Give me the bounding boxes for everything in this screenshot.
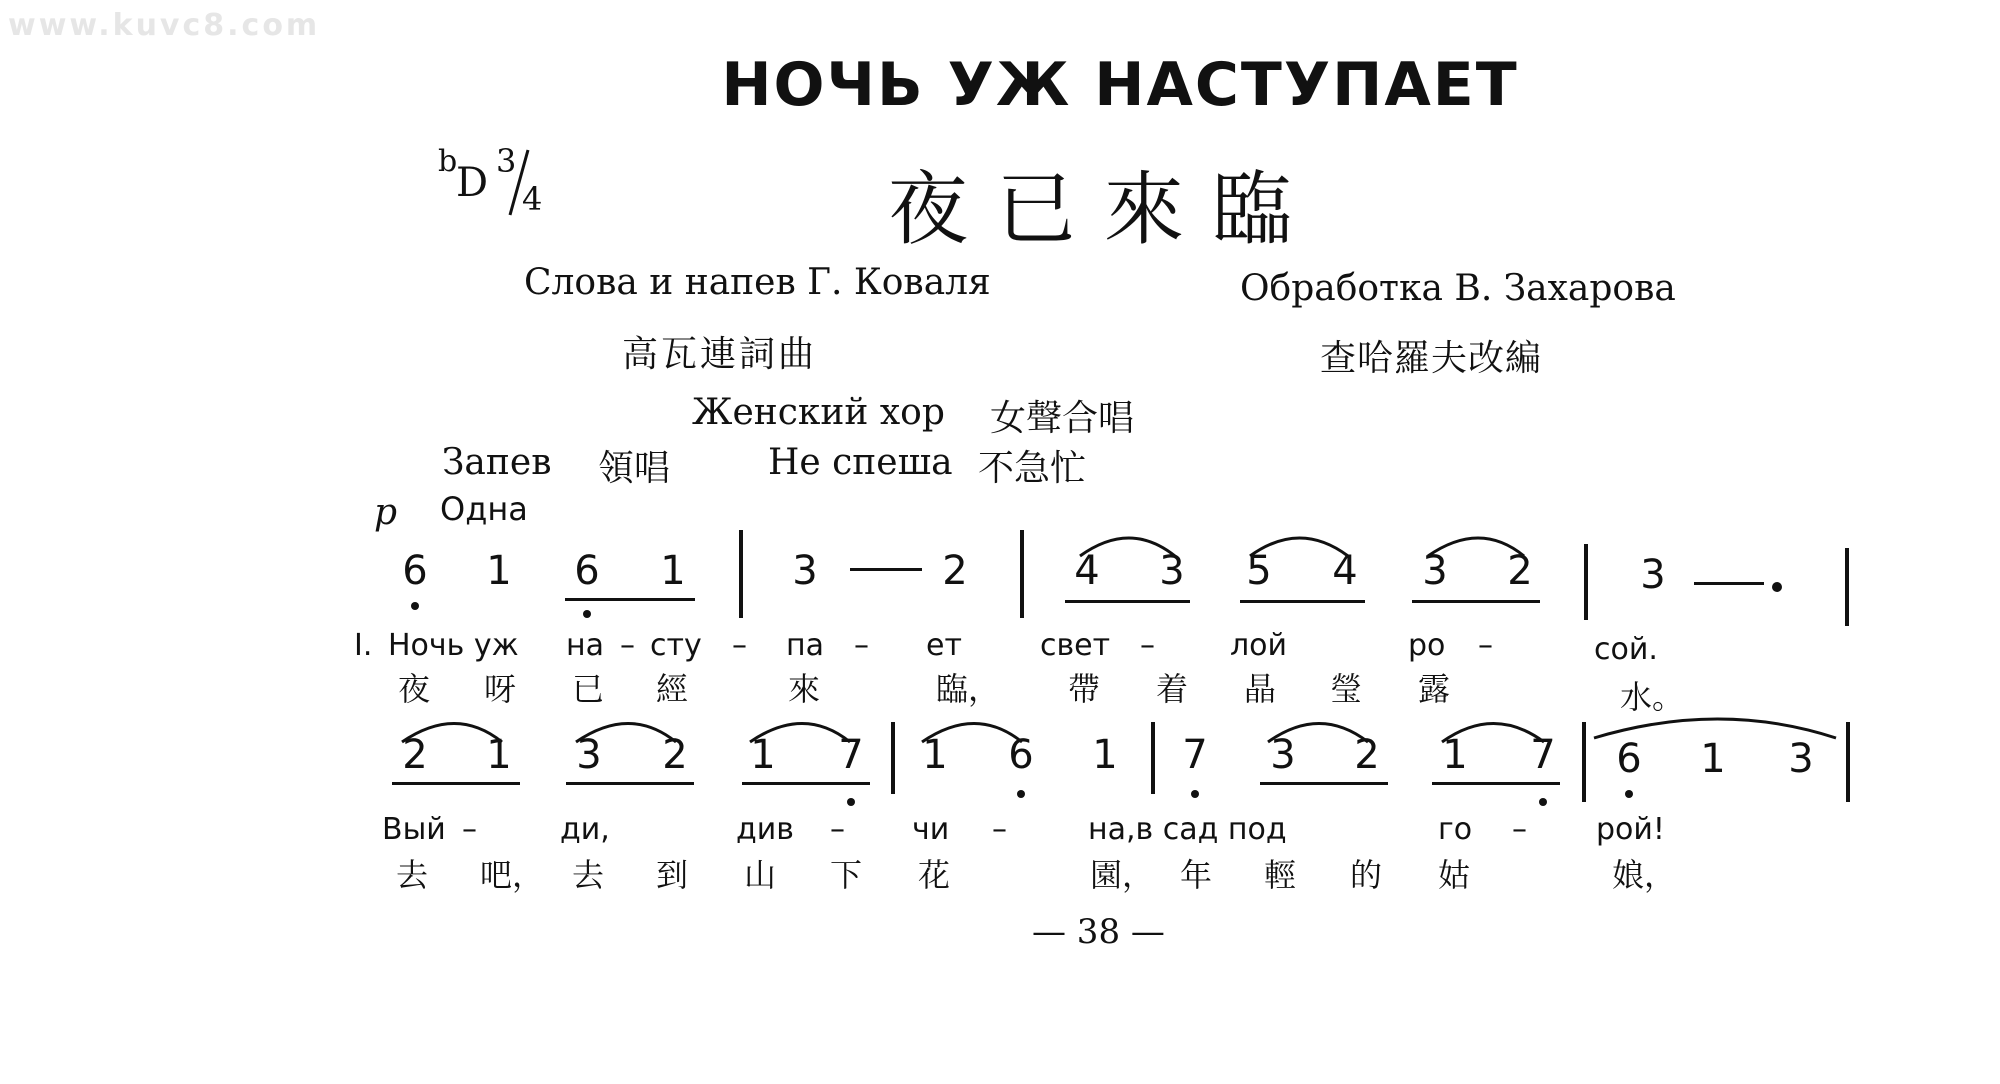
note: 6 [1008, 732, 1034, 778]
lyric-cn: 露 [1418, 670, 1451, 708]
note: 1 [1700, 736, 1726, 782]
lyric-syllable: ро [1408, 628, 1446, 663]
lyrics-credit-ru: Слова и напев Г. Коваля [524, 262, 991, 303]
lyric-syllable: сой. [1594, 632, 1658, 667]
note: 3 [1788, 736, 1814, 782]
lyric-cn: 帶 [1068, 670, 1101, 708]
lyric-cn: 的 [1350, 856, 1383, 894]
slur [576, 724, 676, 743]
lyric-cn: 去 [396, 856, 429, 894]
tempo-marking-ru: Не спеша [768, 442, 953, 483]
dynamic-mark: p [374, 492, 398, 533]
lyric-cn: 園， [1090, 856, 1155, 894]
lyric-cn: 姑 [1438, 856, 1471, 894]
lyric-cn: 下 [830, 856, 863, 894]
note: 3 [1640, 552, 1666, 598]
time-denominator: 4 [522, 180, 543, 218]
ensemble-ru: Женский хор [692, 392, 945, 433]
lyric-syllable: див [736, 812, 794, 847]
lyric-syllable: лой [1230, 628, 1288, 663]
time-numerator: 3 [496, 142, 517, 180]
title-russian: НОЧЬ УЖ НАСТУПАЕТ [721, 50, 1519, 120]
note: 3 [792, 548, 818, 594]
lyric-syllable: на,в сад под [1088, 812, 1287, 847]
lyric-syllable: ди, [560, 812, 610, 847]
watermark: www.kuvc8.com [8, 8, 321, 43]
zapev-cn: 領唱 [598, 448, 671, 489]
note: 6 [574, 548, 600, 594]
note: 1 [922, 732, 948, 778]
lyric-syllable: чи [912, 812, 950, 847]
lyric-cn: 來 [788, 670, 821, 708]
tempo-marking-cn: 不急忙 [978, 448, 1087, 489]
lyric-cn: 輕 [1264, 856, 1297, 894]
lyric-cn: 經 [656, 670, 689, 708]
lyric-hyphen: – [620, 628, 635, 663]
zapev-ru: Запев [442, 442, 552, 483]
note: 3 [1422, 548, 1448, 594]
lyric-syllable: рой! [1596, 812, 1665, 847]
slur [922, 724, 1022, 743]
note: 7 [1530, 732, 1556, 778]
lyric-cn: 水。 [1620, 678, 1685, 716]
slur [750, 724, 850, 743]
lyric-cn: 去 [572, 856, 605, 894]
slur [1428, 538, 1524, 556]
lyric-cn: 着 [1156, 670, 1189, 708]
lyric-cn: 呀 [484, 670, 517, 708]
note: 2 [662, 732, 688, 778]
lyric-cn: 年 [1180, 856, 1213, 894]
lyric-syllable: па [786, 628, 824, 663]
lyric-cn: 瑩 [1330, 670, 1363, 708]
lyric-hyphen: – [830, 812, 845, 847]
lyric-syllable: на [566, 628, 604, 663]
slur [1080, 538, 1175, 556]
lyric-syllable: го [1438, 812, 1473, 847]
note: 5 [1246, 548, 1272, 594]
note: 1 [486, 548, 512, 594]
lyric-cn: 晶 [1244, 670, 1277, 708]
lyric-cn: 臨， [936, 670, 1001, 708]
slur [402, 724, 502, 743]
note: 3 [576, 732, 602, 778]
lyric-cn: 已 [572, 670, 605, 708]
lyric-cn: 吧， [480, 856, 545, 894]
solo-marking: Одна [440, 490, 528, 528]
lyric-hyphen: – [854, 628, 869, 663]
note: 1 [1442, 732, 1468, 778]
lyric-syllable: ет [926, 628, 962, 663]
lyrics-credit-cn: 高瓦連詞曲 [622, 334, 818, 375]
ensemble-cn: 女聲合唱 [990, 398, 1135, 439]
lyric-hyphen: – [1512, 812, 1527, 847]
slur [1250, 538, 1348, 556]
note: 1 [750, 732, 776, 778]
note: 2 [1354, 732, 1380, 778]
note: 2 [942, 548, 968, 594]
key-tonic: D [456, 160, 489, 206]
note: 1 [660, 548, 686, 594]
lyric-hyphen: – [732, 628, 747, 663]
lyric-syllable: Вый [382, 812, 446, 847]
lyric-hyphen: – [1478, 628, 1493, 663]
lyric-syllable: свет [1040, 628, 1111, 663]
note: 3 [1270, 732, 1296, 778]
note: 6 [402, 548, 428, 594]
lyric-cn: 花 [918, 856, 951, 894]
arranger-credit-cn: 查哈羅夫改編 [1320, 338, 1543, 379]
slur [1442, 724, 1544, 743]
slur [1594, 719, 1836, 738]
lyric-cn: 夜 [398, 670, 431, 708]
lyric-hyphen: – [992, 812, 1007, 847]
arranger-credit-ru: Обработка В. Захарова [1240, 268, 1676, 309]
lyric-hyphen: – [1140, 628, 1155, 663]
note: 2 [1507, 548, 1533, 594]
lyric-hyphen: – [462, 812, 477, 847]
note: 6 [1616, 736, 1642, 782]
note: 1 [1092, 732, 1118, 778]
note: 4 [1332, 548, 1358, 594]
lyric-cn: 山 [744, 856, 777, 894]
verse-number: I. [354, 628, 373, 663]
note: 2 [402, 732, 428, 778]
lyric-syllable: Ночь уж [388, 628, 519, 663]
lyric-cn: 娘， [1612, 856, 1677, 894]
page-number: — 38 — [1032, 912, 1165, 952]
lyric-cn: 到 [656, 856, 689, 894]
note: 1 [486, 732, 512, 778]
slur [1268, 724, 1368, 743]
key-flat: b [438, 144, 458, 179]
note: 7 [838, 732, 864, 778]
title-chinese: 夜已來臨 [888, 163, 1320, 256]
note: 7 [1182, 732, 1208, 778]
note: 4 [1074, 548, 1100, 594]
note: 3 [1159, 548, 1185, 594]
lyric-syllable: сту [650, 628, 702, 663]
